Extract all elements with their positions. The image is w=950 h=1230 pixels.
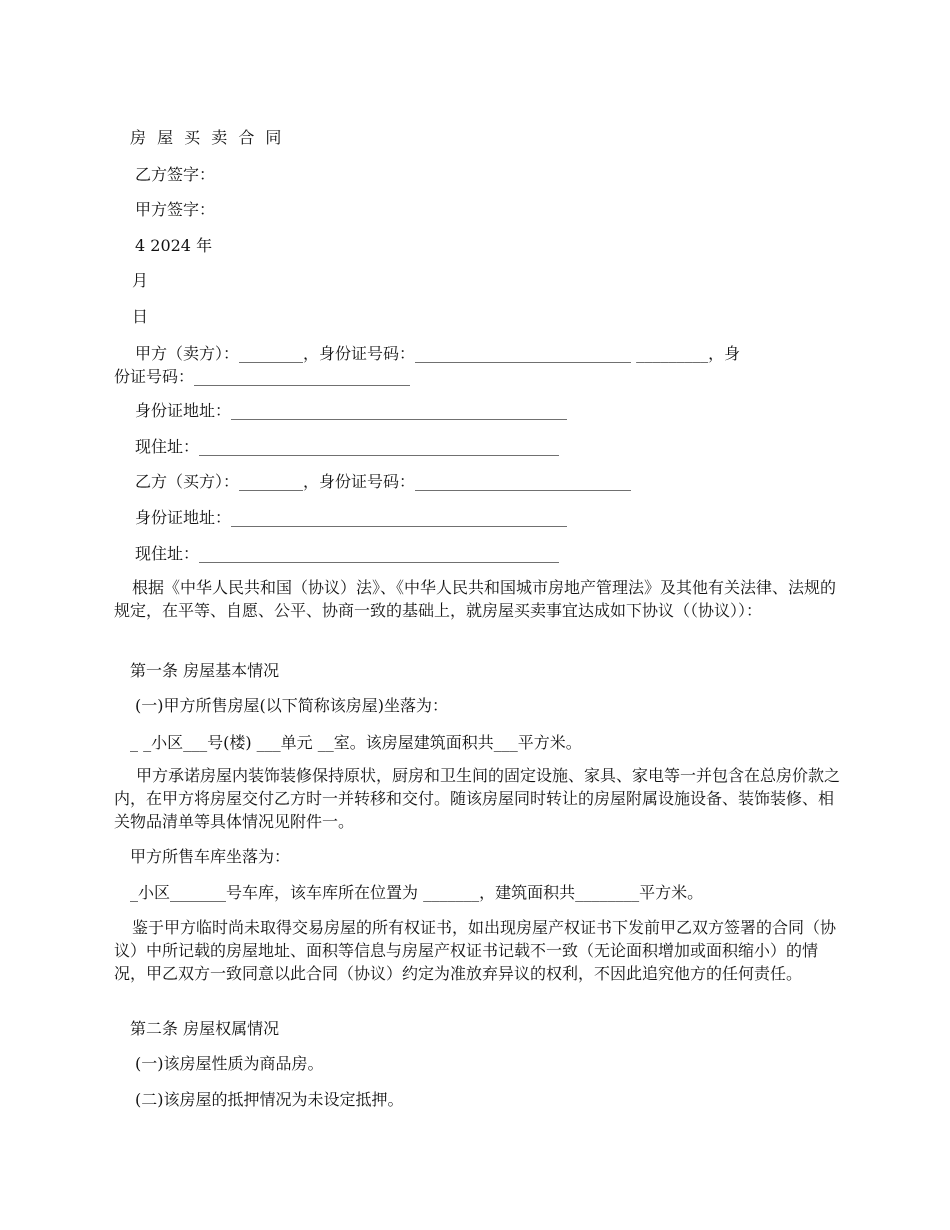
article-1-house-location: _ _小区___号(楼) ___单元 __室。该房屋建筑面积共___平方米。 [130, 733, 582, 752]
date-day: 日 [132, 307, 149, 326]
seller-current-address: 现住址：_____________________________________________ [135, 437, 560, 456]
party-b-signature: 乙方签字： [135, 165, 216, 184]
article-1-heading: 第一条 房屋基本情况 [130, 661, 280, 680]
seller-id-address: 身份证地址：__________________________________________ [135, 401, 568, 420]
date-year: 4 2024 年 [135, 236, 213, 255]
article-1-garage-location: _小区_______号车库，该车库所在位置为 _______，建筑面积共________平方米。 [130, 883, 704, 902]
seller-info-line-1: 甲方（卖方）：________，身份证号码：___________________________ _________，身 [135, 344, 741, 363]
party-a-signature: 甲方签字： [135, 200, 216, 219]
date-month: 月 [132, 271, 149, 290]
buyer-id-address: 身份证地址：__________________________________________ [135, 508, 568, 527]
article-2-item-2: (二)该房屋的抵押情况为未设定抵押。 [135, 1090, 404, 1109]
buyer-info-line: 乙方（买方）：________，身份证号码：___________________________ [135, 472, 632, 491]
article-2-item-1: (一)该房屋性质为商品房。 [135, 1054, 324, 1073]
article-1-certificate-paragraph: 鉴于甲方临时尚未取得交易房屋的所有权证书，如出现房屋产权证书下发前甲乙双方签署的合同（协议）中所记载的房屋地址、面积等信息与房屋产权证书记载不一致（无论面积增加或面积缩小）的情况，甲乙双方一致同意以此合同（协议）约定为准放弃异议的权利，不因此追究他方的任何责任。 [114, 918, 837, 983]
document-title: 房 屋 买 卖 合 同 [130, 128, 285, 147]
article-1-item-1: (一)甲方所售房屋(以下简称该房屋)坐落为： [135, 696, 448, 715]
preamble-paragraph: 根据《中华人民共和国（协议）法》、《中华人民共和国城市房地产管理法》及其他有关法律、法规的规定，在平等、自愿、公平、协商一致的基础上，就房屋买卖事宜达成如下协议（（协议））： [114, 578, 837, 620]
article-1-fixtures-paragraph: 甲方承诺房屋内装饰装修保持原状，厨房和卫生间的固定设施、家具、家电等一并包含在总房价款之内，在甲方将房屋交付乙方时一并转移和交付。随该房屋同时转让的房屋附属设施设备、装饰装修、相关物品清单等具体情况见附件一。 [114, 766, 841, 831]
article-1-garage-heading: 甲方所售车库坐落为： [130, 847, 291, 866]
seller-info-line-2: 份证号码：___________________________ [114, 367, 411, 386]
article-2-heading: 第二条 房屋权属情况 [130, 1019, 280, 1038]
buyer-current-address: 现住址：_____________________________________________ [135, 544, 560, 563]
